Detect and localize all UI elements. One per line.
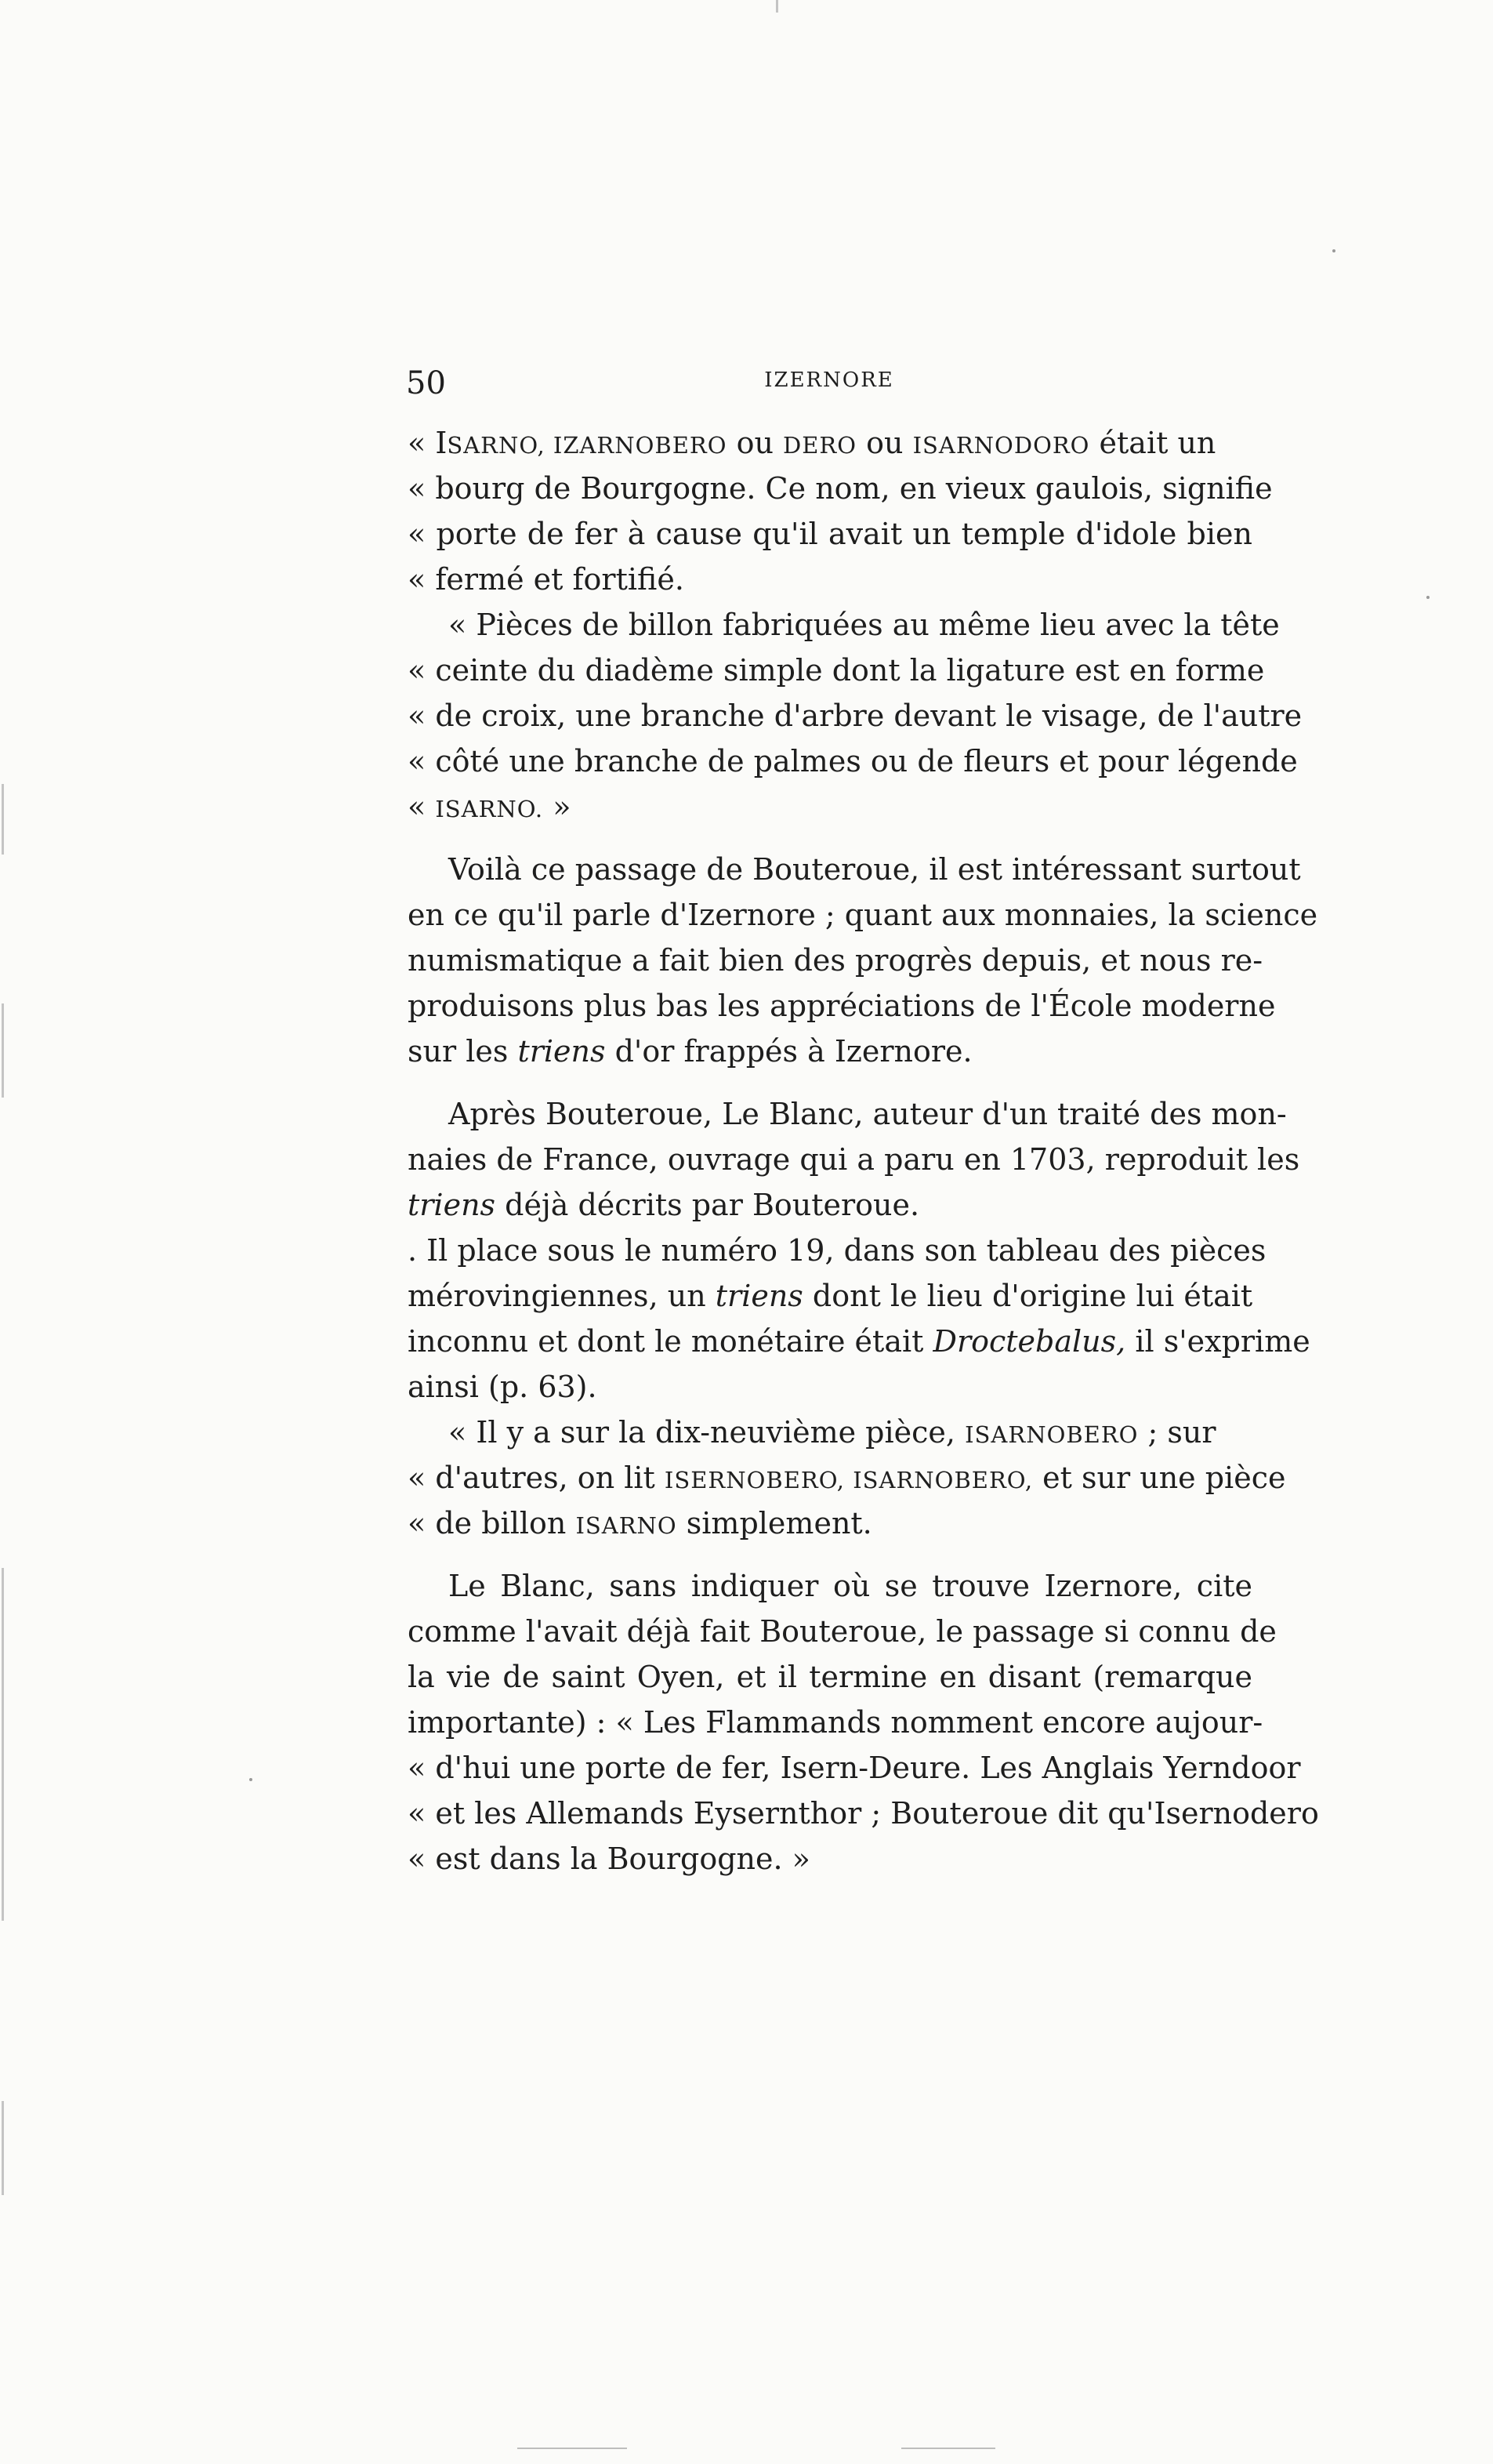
- text-line: [408, 1563, 1252, 1609]
- text-line: [408, 1745, 1301, 1791]
- paragraph-gap: [408, 1074, 1252, 1091]
- text-line: [408, 557, 1252, 602]
- small-caps-run: ISARNO.: [435, 796, 544, 822]
- text-line: [408, 1182, 1252, 1228]
- text-line: [408, 738, 1298, 784]
- text-run: produisons plus bas les appréciations de l'École moderne: [408, 989, 1276, 1023]
- text-run: ou: [857, 426, 913, 460]
- text-run: « de billon: [408, 1506, 576, 1540]
- text-line: [408, 648, 1265, 693]
- text-run: I: [435, 426, 448, 460]
- text-line: [408, 1609, 1277, 1654]
- text-line: [408, 938, 1263, 983]
- text-run: « Il y a sur la dix-neuvième pièce,: [448, 1415, 966, 1450]
- text-line: [408, 1700, 1263, 1745]
- text-run: « porte de fer à cause qu'il avait un temple d'idole bien: [408, 517, 1252, 551]
- margin-mark: [2, 1003, 4, 1098]
- text-run: déjà décrits par Bouteroue.: [495, 1188, 920, 1222]
- text-run: ; sur: [1138, 1415, 1216, 1450]
- italic-run: triens: [715, 1279, 803, 1313]
- text-run: ou: [727, 426, 784, 460]
- page-number: 50: [406, 365, 446, 401]
- margin-mark: [2, 1568, 4, 1921]
- text-run: en ce qu'il parle d'Izernore ; quant aux monnaies, la science: [408, 898, 1318, 932]
- text-run: Après Bouteroue, Le Blanc, auteur d'un traité des mon-: [448, 1097, 1287, 1131]
- text-run: « d'autres, on lit: [408, 1461, 665, 1495]
- text-run: comme l'avait déjà fait Bouteroue, le passage si connu de: [408, 1614, 1277, 1649]
- text-line: [408, 847, 1301, 892]
- text-line: [408, 1319, 1310, 1364]
- text-run: importante) : « Les Flammands nomment encore aujour-: [408, 1705, 1263, 1740]
- text-line: [408, 1228, 1267, 1273]
- text-line: [408, 420, 1252, 466]
- text-run: « bourg de Bourgogne. Ce nom, en vieux gaulois, signifie: [408, 471, 1273, 506]
- text-run: ainsi (p. 63).: [408, 1370, 597, 1404]
- text-line: [408, 1791, 1319, 1836]
- text-line: [408, 1501, 1252, 1546]
- text-run: inconnu et dont le monétaire était: [408, 1324, 933, 1359]
- text-run: naies de France, ouvrage qui a paru en 1703, reproduit les: [408, 1142, 1300, 1177]
- body-text: [408, 420, 1319, 1882]
- paragraph-gap: [408, 829, 1252, 847]
- text-line: [408, 1137, 1300, 1182]
- small-caps-run: DERO: [783, 432, 857, 459]
- text-run: simplement.: [676, 1506, 872, 1540]
- text-line: [408, 1273, 1252, 1319]
- text-run: « est dans la Bourgogne. »: [408, 1842, 810, 1876]
- italic-run: triens: [517, 1034, 606, 1069]
- text-run: « fermé et fortifié.: [408, 562, 684, 597]
- text-line: [408, 602, 1280, 648]
- margin-mark: [2, 784, 4, 855]
- small-caps-run: ISERNOBERO, ISARNOBERO,: [664, 1467, 1034, 1493]
- text-line: [408, 983, 1276, 1029]
- small-caps-run: ISARNO: [575, 1512, 677, 1539]
- text-run: «: [408, 426, 436, 460]
- text-run: »: [543, 789, 571, 824]
- small-caps-run: SARNO, IZARNOBERO: [447, 432, 727, 459]
- margin-mark: [776, 0, 778, 13]
- text-run: la vie de saint Oyen, et il termine en disant (remarque: [408, 1660, 1252, 1694]
- text-run: était un: [1089, 426, 1216, 460]
- small-caps-run: ISARNODORO: [912, 432, 1090, 459]
- text-run: Le Blanc, sans indiquer où se trouve Izernore, cite: [448, 1569, 1252, 1603]
- text-run: « ceinte du diadème simple dont la ligature est en forme: [408, 653, 1265, 688]
- text-line: [408, 1654, 1252, 1700]
- paper-speck: [1426, 596, 1430, 599]
- text-run: dont le lieu d'origine lui était: [803, 1279, 1253, 1313]
- text-run: numismatique a fait bien des progrès depuis, et nous re-: [408, 943, 1263, 978]
- italic-run: triens: [408, 1188, 496, 1222]
- text-run: d'or frappés à Izernore.: [605, 1034, 973, 1069]
- scan-edge: [901, 2448, 995, 2449]
- text-run: et sur une pièce: [1033, 1461, 1286, 1495]
- scan-edge: [517, 2448, 627, 2449]
- text-line: [408, 693, 1303, 738]
- text-run: il s'exprime: [1125, 1324, 1310, 1359]
- text-line: [408, 1029, 1252, 1074]
- text-run: . Il place sous le numéro 19, dans son tableau des pièces: [408, 1233, 1267, 1268]
- margin-mark: [2, 2101, 4, 2195]
- text-line: [408, 1455, 1286, 1501]
- text-line: [408, 466, 1273, 511]
- text-line: [408, 511, 1252, 557]
- text-run: mérovingiennes, un: [408, 1279, 716, 1313]
- text-run: « de croix, une branche d'arbre devant le visage, de l'autre: [408, 699, 1303, 733]
- text-line: [408, 1836, 1252, 1882]
- text-line: [408, 1091, 1287, 1137]
- text-run: « et les Allemands Eysernthor ; Bouteroue dit qu'Isernodero: [408, 1796, 1319, 1831]
- small-caps-run: ISARNOBERO: [965, 1421, 1139, 1448]
- text-run: « d'hui une porte de fer, Isern-Deure. Les Anglais Yerndoor: [408, 1751, 1301, 1785]
- text-line: [408, 892, 1318, 938]
- text-run: sur les: [408, 1034, 518, 1069]
- paragraph-gap: [408, 1546, 1252, 1563]
- paper-speck: [1332, 249, 1335, 252]
- text-run: « Pièces de billon fabriquées au même lieu avec la tête: [448, 608, 1280, 642]
- running-head: IZERNORE: [764, 368, 894, 392]
- italic-run: Droctebalus,: [933, 1324, 1126, 1359]
- paper-speck: [249, 1778, 252, 1781]
- text-run: « côté une branche de palmes ou de fleurs et pour légende: [408, 744, 1298, 778]
- text-line: [408, 1410, 1252, 1455]
- text-run: «: [408, 789, 436, 824]
- text-line: [408, 1364, 1252, 1410]
- text-run: Voilà ce passage de Bouteroue, il est intéressant surtout: [448, 852, 1301, 887]
- page-header: [406, 365, 1252, 412]
- text-line: [408, 784, 1252, 829]
